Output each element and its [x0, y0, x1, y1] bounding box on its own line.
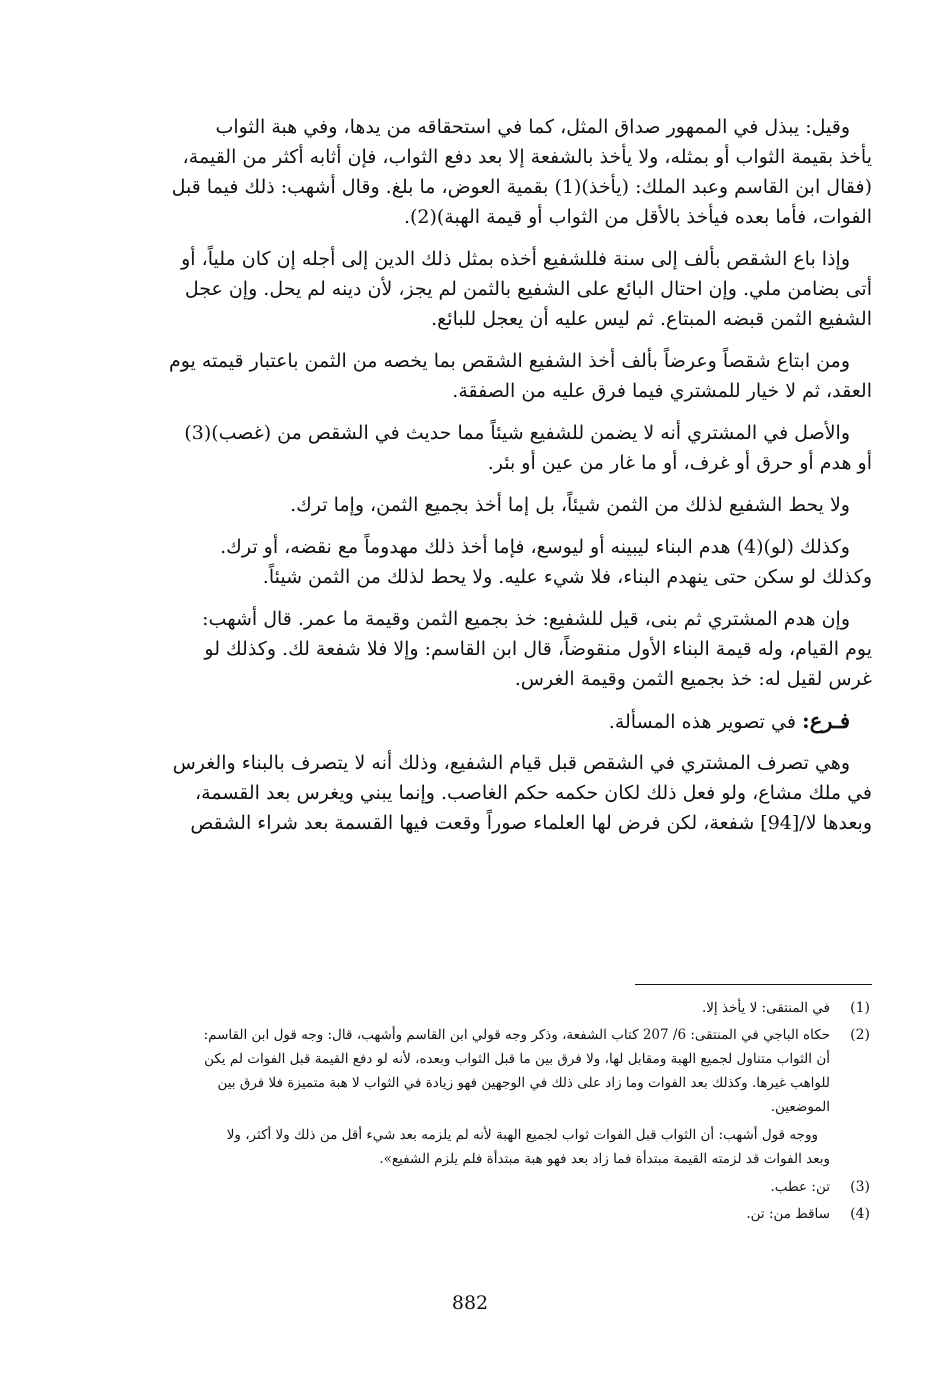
text-line: غرس لقيل له: خذ بجميع الثمن وقيمة الغرس.	[514, 668, 872, 690]
text-line: العقد، ثم لا خيار للمشتري فيما فرق عليه من الصفقة.	[452, 380, 872, 402]
text-line: والأصل في المشتري أنه لا يضمن للشفيع شيئاً مما حديث في الشقص من (غصب)(3)	[184, 422, 850, 444]
footnote-number: (1)	[850, 1000, 870, 1016]
paragraph-1	[66, 112, 872, 232]
section-heading: فـرع:	[801, 708, 850, 733]
footnote-1	[66, 996, 872, 1020]
section-heading-text: في تصوير هذه المسألة.	[608, 711, 796, 733]
footnote-number: (2)	[850, 1027, 870, 1043]
footnote-line: الموضعين.	[770, 1099, 830, 1115]
main-text	[66, 112, 872, 850]
text-line: يوم القيام، وله قيمة البناء الأول منقوضاً، قال ابن القاسم: وإلا فلا شفعة لك. وكذلك لو	[204, 638, 872, 660]
text-line: الشفيع الثمن قبضه المبتاع. ثم ليس عليه أن يعجل للبائع.	[431, 308, 872, 330]
paragraph-4	[66, 418, 872, 478]
footnote-2	[66, 1023, 872, 1119]
paragraph-6	[66, 532, 872, 592]
footnote-3	[66, 1175, 872, 1199]
footnote-line: تن: عطب.	[770, 1179, 830, 1195]
footnote-4	[66, 1202, 872, 1226]
footnote-line: ووجه قول أشهب: أن الثواب قبل الفوات ثواب لجميع الهبة لأنه لم يلزمه بعد شيء أقل من ذلك ولا أكثر، ولا	[226, 1127, 818, 1143]
section-line	[66, 706, 872, 736]
footnote-separator	[635, 984, 872, 985]
footnote-line: أن الثواب متناول لجميع الهبة ومقابل لها، ولا فرق بين ما قبل الثواب وبعده، لأنه لو دفع القيمة قبل الفوات لم يكن	[204, 1051, 830, 1067]
text-line: ومن ابتاع شقصاً وعرضاً بألف أخذ الشفيع الشقص بما يخصه من الثمن باعتبار قيمته يوم	[168, 350, 850, 372]
text-line: الفوات، فأما بعده فيأخذ بالأقل من الثواب أو قيمة الهبة)(2).	[403, 206, 872, 228]
text-line: يأخذ بقيمة الثواب أو بمثله، ولا يأخذ بالشفعة إلا بعد دفع الثواب، فإن أثابه أكثر من القيمة،	[182, 146, 872, 168]
paragraph-5	[66, 490, 872, 520]
text-line: وهي تصرف المشتري في الشقص قبل قيام الشفيع، وذلك أنه لا يتصرف بالبناء والغرس	[172, 752, 850, 774]
footnote-2-continuation	[66, 1123, 872, 1171]
paragraph-3	[66, 346, 872, 406]
text-line: في ملك مشاع، ولو فعل ذلك لكان حكمه حكم الغاصب. وإنما يبني ويغرس بعد القسمة،	[195, 782, 872, 804]
footnote-line: حكاه الباجي في المنتقى: 6/ 207 كتاب الشفعة، وذكر وجه قولي ابن القاسم وأشهب، قال: وجه قول ابن القاسم:	[203, 1027, 830, 1043]
text-line: وبعدها لا/[94] شفعة، لكن فرض لها العلماء صوراً وقعت فيها القسمة بعد شراء الشقص	[190, 812, 872, 834]
paragraph-7	[66, 604, 872, 694]
page-number: 882	[451, 1292, 489, 1314]
footnote-line: وبعد الفوات قد لزمته القيمة مبتدأة فما زاد بعد فهو هبة مبتدأة فلم يلزم الشفيع».	[379, 1151, 830, 1167]
text-line: وإن هدم المشتري ثم بنى، قيل للشفيع: خذ بجميع الثمن وقيمة ما عمر. قال أشهب:	[202, 608, 850, 630]
text-line: (فقال ابن القاسم وعبد الملك: (يأخذ)(1) بقمية العوض، ما بلغ. وقال أشهب: ذلك فيما قبل	[171, 176, 872, 198]
text-line: ولا يحط الشفيع لذلك من الثمن شيئاً، بل إما أخذ بجميع الثمن، وإما ترك.	[290, 494, 850, 516]
text-line: وإذا باع الشقص بألف إلى سنة فللشفيع أخذه بمثل ذلك الدين إلى أجله إن كان ملياً، أو	[181, 248, 850, 270]
text-line: وكذلك (لو)(4) هدم البناء ليبينه أو ليوسع، فإما أخذ ذلك مهدوماً مع نقضه، أو ترك.	[220, 536, 850, 558]
paragraph-2	[66, 244, 872, 334]
paragraph-9	[66, 748, 872, 838]
footnote-line: ساقط من: تن.	[746, 1206, 830, 1222]
text-line: وقيل: يبذل في الممهور صداق المثل، كما في استحقاقه من يدها، وفي هبة الثواب	[215, 116, 850, 138]
footnote-number: (3)	[850, 1179, 870, 1195]
text-line: أتى بضامن ملي. وإن احتال البائع على الشفيع بالثمن لم يجز، لأن دينه لم يحل. وإن عجل	[184, 278, 872, 300]
footnotes	[66, 996, 872, 1229]
footnote-line: في المنتقى: لا يأخذ إلا.	[701, 1000, 830, 1016]
text-line: أو هدم أو حرق أو غرف، أو ما غار من عين أو بئر.	[487, 452, 872, 474]
footnote-number: (4)	[850, 1206, 870, 1222]
paragraph-8	[66, 706, 872, 736]
text-line: وكذلك لو سكن حتى ينهدم البناء، فلا شيء عليه. ولا يحط لذلك من الثمن شيئاً.	[262, 566, 872, 588]
footnote-line: للواهب غيرها. وكذلك بعد الفوات وما زاد على ذلك في الوجهين فهو زيادة في الثواب لا هبة متميزة فلا فرق بين	[217, 1075, 830, 1091]
